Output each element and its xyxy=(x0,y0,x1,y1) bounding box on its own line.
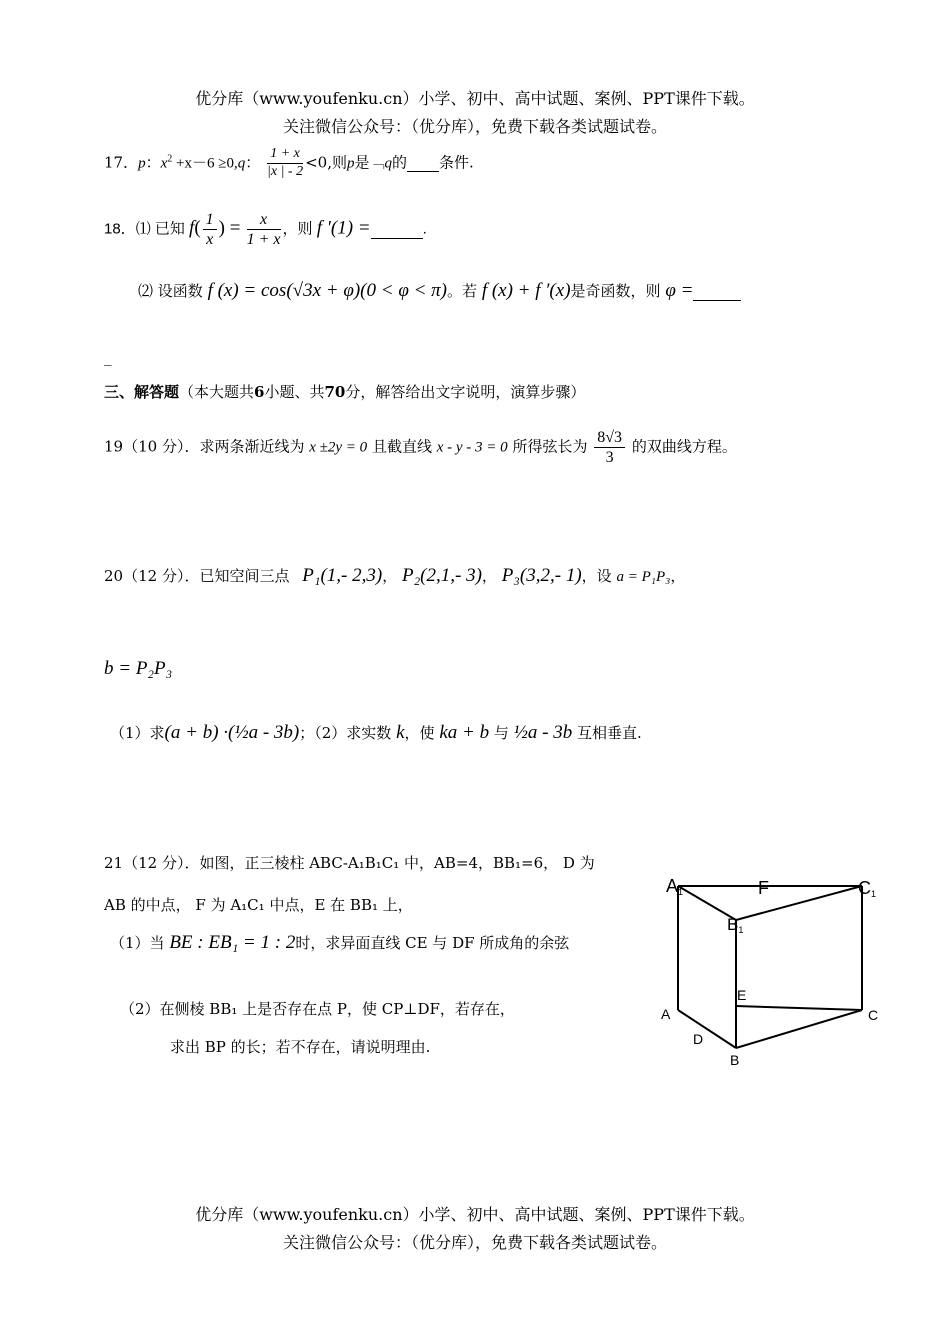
prism-figure xyxy=(650,862,900,1077)
q18-frac1-num: 1 xyxy=(203,210,217,230)
label-d: D xyxy=(693,1031,704,1047)
q17-tail3: 条件. xyxy=(439,153,474,172)
section-3-score: 70 xyxy=(324,383,346,401)
label-e: E xyxy=(737,987,747,1003)
footer-line-1: 优分库（www.youfenku.cn）小学、初中、高中试题、案例、PPT课件下载。 xyxy=(195,1205,755,1224)
q20-k: k xyxy=(396,722,405,743)
q17-fraction xyxy=(267,146,303,181)
question-20-line-1: 20（12 分）．已知空间三点 P₁(1,- 2,3)， P₂(2,1,- 3)， P₃(3,2,- 1)，设 a = P₁P₃， xyxy=(104,565,686,586)
q18-part1-label: ⑴ 已知 xyxy=(135,220,185,238)
label-f: F xyxy=(758,878,769,898)
q18-frac2-num: x xyxy=(247,210,281,230)
q20-expr2b: ½a - 3b xyxy=(513,722,573,743)
section-3-desc-post: 分，解答给出文字说明，演算步骤） xyxy=(345,383,586,401)
label-a1-sub: 1 xyxy=(678,887,684,897)
question-20-line-3 xyxy=(110,722,642,744)
q21-line-2: AB 的中点， F 为 A₁C₁ 中点，E 在 BB₁ 上， xyxy=(104,896,413,914)
q17-after: <0,则 xyxy=(305,153,347,172)
section-3-count: 6 xyxy=(254,383,265,401)
label-c: C xyxy=(868,1007,879,1023)
q20-point-p3: P₃(3,2,- 1) xyxy=(501,565,582,586)
q19-line: x - y - 3 = 0 xyxy=(436,439,508,456)
q17-tail2: 的 xyxy=(392,153,408,172)
header-line-2: 关注微信公众号：（优分库），免费下载各类试题试卷。 xyxy=(282,117,667,136)
q20-expr2a: ka + b xyxy=(439,722,490,743)
q20-point-p1: P₁(1,- 2,3) xyxy=(302,565,383,586)
q19-length-fraction xyxy=(594,428,625,467)
question-18-part-1: 18．⑴ 已知 f( $\frac{1}{x}$ ) = $\frac{x}{1 + x}$ ，则 f ′(1) = . xyxy=(104,211,427,249)
q18-then: ，则 xyxy=(282,220,313,238)
q18-part2-tail: 是奇函数，则 xyxy=(570,282,661,300)
q20-set: ，设 xyxy=(581,567,612,585)
svg-text:C1 xyxy=(858,878,876,899)
q19-len-num: 8√3 xyxy=(594,428,625,448)
q21-part1-pre: （1）当 xyxy=(110,934,165,952)
q19-len-den: 3 xyxy=(605,449,614,467)
q18-f: f xyxy=(189,217,195,239)
q17-p-ref: p xyxy=(346,155,355,172)
label-b1: B xyxy=(727,915,739,934)
q17-p-expr: +x－6 ≥0, xyxy=(172,155,238,172)
label-a: A xyxy=(661,1006,671,1022)
label-a1: A xyxy=(666,876,679,896)
q20-tail: 互相垂直. xyxy=(577,724,642,742)
question-20-line-2 xyxy=(104,658,172,680)
q21-part1-post: 时，求异面直线 CE 与 DF 所成角的余弦 xyxy=(295,934,570,952)
svg-text:A1 xyxy=(666,876,683,897)
q21-line-1: 21（12 分）．如图，正三棱柱 ABC-A₁B₁C₁ 中，AB=4，BB₁=6， D 为 xyxy=(104,854,595,872)
section-3-title: 三、解答题 xyxy=(104,383,180,401)
q20-head: 20（12 分）．已知空间三点 xyxy=(104,567,290,585)
q17-exponent: 2 xyxy=(167,153,173,165)
q19-mid: 且截直线 xyxy=(371,437,432,456)
segment-e-c xyxy=(736,1006,862,1010)
question-17: 17．p：$x^2 +x-6 \ge 0,q$： $\frac{1 + x}{|x | - 2}$ <0,则p是﹁q的 条件. xyxy=(104,146,474,179)
q17-q-ref: q xyxy=(384,155,392,172)
q20-sep: ；（2）求实数 xyxy=(299,724,392,742)
q18-phi: φ = xyxy=(665,280,694,301)
question-18-part-2 xyxy=(138,280,741,302)
section-3-desc-mid: 小题、共 xyxy=(264,383,325,401)
q19-asymptotes: x ±2y = 0 xyxy=(309,439,368,456)
q17-p-expr-x: x xyxy=(160,155,168,172)
section-3-desc-pre: （本大题共 xyxy=(179,383,255,401)
question-19 xyxy=(104,428,737,467)
q18-part2-mid: 。若 xyxy=(447,282,478,300)
q19-tail: 的双曲线方程。 xyxy=(631,437,737,456)
q18-dangling-blank: _ xyxy=(104,348,112,366)
q20-part1: （1）求 xyxy=(110,724,165,742)
q21-ratio: BE : EB₁ = 1 : 2 xyxy=(169,932,296,953)
q20-expr1: (a + b) ·(½a - 3b) xyxy=(164,722,300,743)
q18-frac1-den: x xyxy=(206,231,214,249)
footer-line-2: 关注微信公众号：（优分库），免费下载各类试题试卷。 xyxy=(282,1233,667,1252)
q21-part-2-line-1: （2）在侧棱 BB₁ 上是否存在点 P，使 CP⊥DF，若存在， xyxy=(120,1000,515,1018)
q17-frac-num: 1 + x xyxy=(267,146,303,164)
header-line-1: 优分库（www.youfenku.cn）小学、初中、高中试题、案例、PPT课件下载。 xyxy=(195,89,755,108)
q19-mid2: 所得弦长为 xyxy=(512,437,588,456)
q18-part2-label: ⑵ 设函数 xyxy=(138,282,203,300)
q18-fprime: f ′(1) = xyxy=(316,217,371,239)
q18-frac2-den: 1 + x xyxy=(246,231,281,249)
q18-blank-2 xyxy=(693,282,741,301)
q20-make: ，使 xyxy=(404,724,435,742)
edge-a-b xyxy=(678,1010,736,1048)
label-c1-sub: 1 xyxy=(871,889,877,899)
q21-part-1 xyxy=(110,932,569,954)
q18-part2-expr: f (x) = cos(√3x + φ)(0 < φ < π) xyxy=(207,280,448,301)
q18-number: 18． xyxy=(104,220,136,238)
q18-frac2 xyxy=(247,210,281,249)
edge-b-c xyxy=(736,1010,862,1048)
q17-answer-blank xyxy=(407,153,439,172)
q19-head: 19（10 分）．求两条渐近线为 xyxy=(104,437,305,456)
q17-number: 17． xyxy=(104,153,139,172)
q17-tail1: 是﹁ xyxy=(354,153,385,172)
q18-end: . xyxy=(422,220,427,238)
q20-with: 与 xyxy=(493,724,509,742)
section-3-heading xyxy=(104,381,585,402)
q20-vector-b-def: b = P₂P₃ xyxy=(104,658,173,679)
q21-part-2-line-2: 求出 BP 的长；若不存在，请说明理由. xyxy=(170,1038,431,1056)
q18-part2-sum: f (x) + f ′(x) xyxy=(481,280,571,301)
q17-q-label: q xyxy=(237,155,246,172)
label-c1: C xyxy=(858,878,871,898)
q17-colon: ： xyxy=(145,153,161,172)
q18-frac1 xyxy=(203,210,217,249)
edge-b1-c1 xyxy=(736,886,862,920)
q17-p-label: p xyxy=(138,155,146,172)
q20-vector-a-def: a = P₁P₃ xyxy=(616,569,671,585)
q20-point-p2: P₂(2,1,- 3) xyxy=(401,565,482,586)
label-b: B xyxy=(730,1052,740,1068)
q18-blank-1 xyxy=(371,221,423,239)
q17-frac-den: |x | - 2 xyxy=(267,163,304,179)
label-b1-sub: 1 xyxy=(738,925,744,935)
